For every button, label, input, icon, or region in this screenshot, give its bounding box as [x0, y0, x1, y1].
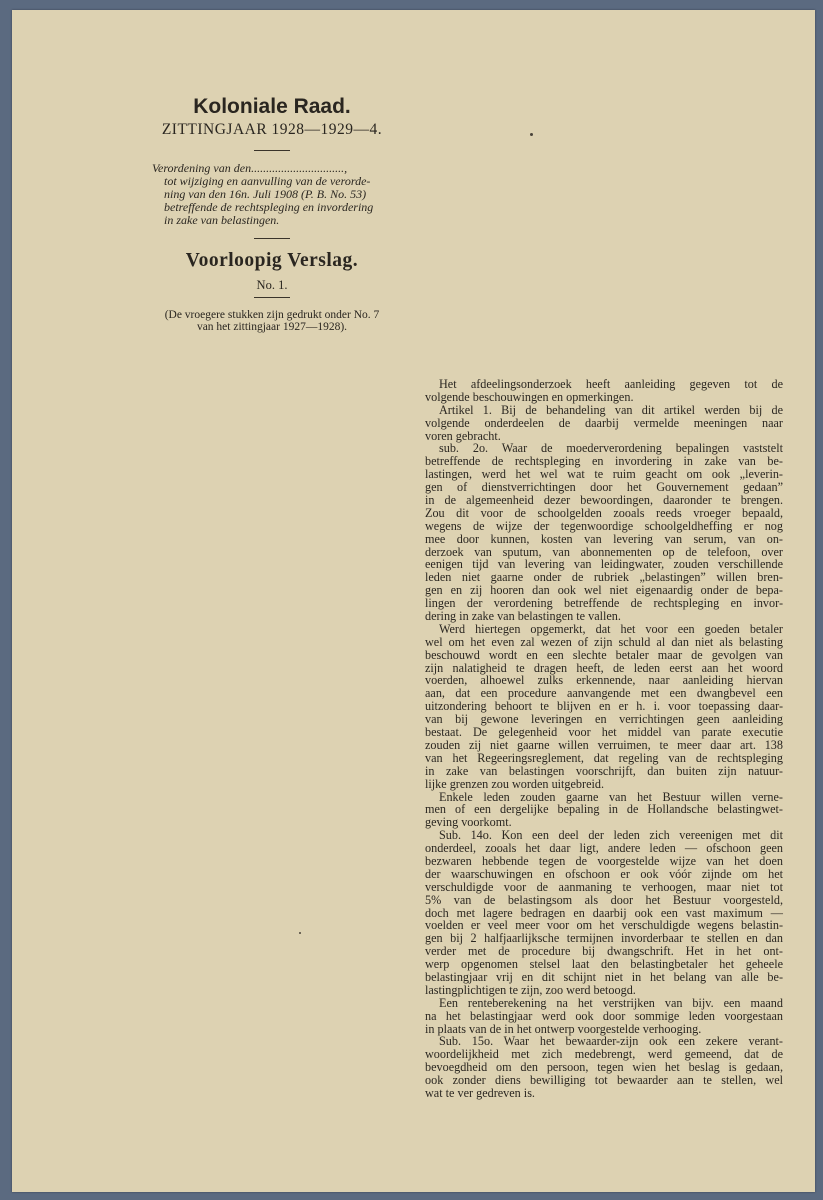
body-line: in plaats van de in het ontwerp voorgestelde verhooging.	[425, 1021, 702, 1036]
report-title: Voorloopig Verslag.	[185, 250, 359, 271]
ordinance-line: tot wijziging en aanvulling van de verorde-	[164, 174, 371, 188]
divider	[254, 297, 290, 298]
body-line: gen bij 2 halfjaarlijksche termijnen invorderbaar te stellen en dan	[425, 931, 783, 946]
speck	[299, 932, 301, 934]
body-line: gen of dienstverrichtingen door het Gouvernement gedaan”	[425, 480, 783, 495]
ordinance-line: in zake van belastingen.	[164, 213, 280, 227]
body-line: uitzondering behoort te blijven en er h. i. voor toepassing daar-	[425, 699, 783, 714]
body-line: Artikel 1. Bij de behandeling van dit artikel werden bij de	[439, 402, 783, 417]
note-line: (De vroegere stukken zijn gedrukt onder No. 7	[164, 309, 380, 321]
ordinance-line: ning van den 16n. Juli 1908 (P. B. No. 53)	[164, 187, 367, 201]
body-line: derzoek van sputum, van abonnementen op de telefoon, over	[425, 544, 783, 559]
body-line: werp opgenomen stelsel laat den belastingbetaler het geheele	[425, 957, 783, 972]
ordinance-description	[142, 162, 390, 227]
body-line: Sub. 14o. Kon een deel der leden zich vereenigen met dit	[439, 828, 783, 843]
body-line: voerden, alhoewel zulks erkennende, naar aanleiding hiervan	[425, 673, 783, 688]
body-line: geving voorkomt.	[425, 815, 512, 830]
body-line: volgende onderdeelen de daarbij vermelde meeningen naar	[425, 415, 783, 430]
speck	[530, 133, 533, 136]
body-line: van het Regeeringsreglement, dat regeling van de rechtspleging	[425, 750, 783, 765]
document-header	[142, 95, 402, 333]
divider	[254, 150, 290, 151]
body-line: der waarschuwingen en ofschoon er ook vóór zijnde om het	[425, 866, 783, 881]
body-line: woordelijkheid met zich medebrengt, werd gemeend, dat de	[425, 1047, 783, 1062]
body-line: ook zonder diens bewilliging tot bewaarder aan te stellen, wel	[425, 1073, 783, 1088]
body-line: van bij gewone leveringen en verrichtingen geen aanleiding	[425, 712, 783, 727]
report-body	[425, 378, 783, 1100]
body-line: lastingen, werd het wel wat te ruim geacht om ook „leverin-	[425, 467, 783, 482]
body-line: wegens de wijze der tegenwoordige schoolgeldheffing er nog	[425, 518, 783, 533]
body-line: in zake van belastingen voorschrijft, dan buiten zijn natuur-	[425, 763, 783, 778]
body-line: doch met lagere bedragen en daarbij ook een vast maximum —	[425, 905, 783, 920]
divider	[254, 238, 290, 239]
body-line: aan, dat een procedure aanvangende met een dwangbevel een	[425, 686, 783, 701]
body-line: verder met de procedure bij dwangschrift. Het in het ont-	[425, 944, 783, 959]
body-line: eenigen tijd van levering van leidingwater, zouden verschillende	[425, 557, 783, 572]
body-line: men of een dergelijke bepaling in de Hollandsche belastingwet-	[425, 802, 783, 817]
body-line: in de algemeenheid dezer bewoordingen, daaronder te brengen.	[425, 493, 783, 508]
body-line: wel om het even zal wezen of zijn schuld al dan niet als belasting	[425, 634, 783, 649]
body-line: bezwaren hebbende tegen de voorgestelde wijze van het doen	[425, 853, 783, 868]
body-line: betreffende de rechtspleging en invordering in zake van be-	[425, 454, 783, 469]
body-line: bestaat. De gelegenheid voor het middel van parate executie	[425, 725, 783, 740]
body-line: gen en zij hooren dan ook wel niet eigenaardig onder de bepa-	[425, 583, 783, 598]
body-line: 5% van de belastingsom als door het Bestuur voorgesteld,	[425, 892, 783, 907]
body-line: dering in zake van belastingen te vallen.	[425, 609, 621, 624]
body-line: leden niet gaarne onder de rubriek „belastingen” willen bren-	[425, 570, 783, 585]
body-line: wat te ver gedreven is.	[425, 1085, 535, 1100]
body-line: Zou dit voor de schoolgelden zooals reeds vroeger bepaald,	[425, 505, 783, 520]
body-line: Het afdeelingsonderzoek heeft aanleiding gegeven tot de	[439, 377, 783, 391]
body-line: bevoegdheid om den persoon, tegen wien het beslag is gedaan,	[425, 1060, 783, 1075]
body-line: onderdeel, zooals het daar ligt, andere leden — ofschoon geen	[425, 841, 783, 856]
body-line: sub. 2o. Waar de moederverordening bepalingen vaststelt	[439, 441, 783, 456]
ordinance-line: betreffende de rechtspleging en invordering	[164, 200, 374, 214]
body-line: belastingjaar vrij en dit schijnt niet in het belang van alle be-	[425, 969, 783, 984]
body-line: beschouwd wordt en een slechte betaler maar de gevolgen van	[425, 647, 783, 662]
body-line: volgende beschouwingen en opmerkingen.	[425, 389, 634, 404]
body-line: mee door kunnen, kosten van levering van serum, van on-	[425, 531, 783, 546]
body-line: Sub. 15o. Waar het bewaarder-zijn ook een zekere verant-	[439, 1034, 783, 1049]
body-line: lastingplichtigen te zijn, zoo werd betoogd.	[425, 982, 636, 997]
report-number: No. 1.	[256, 278, 288, 292]
body-line: lijke grenzen zou worden uitgebreid.	[425, 776, 605, 791]
body-line: zouden zij niet gaarne willen verruimen, te meer daar art. 138	[425, 737, 783, 752]
note-line: van het zittingjaar 1927—1928).	[196, 321, 348, 333]
body-line: lingen der verordening betreffende de rechtspleging en invor-	[425, 596, 783, 611]
ordinance-line: Verordening van den...............................,	[152, 161, 348, 175]
council-title: Koloniale Raad.	[193, 95, 351, 118]
body-line: voren gebracht.	[425, 428, 501, 443]
session-year: ZITTINGJAAR 1928—1929—4.	[161, 121, 383, 138]
body-line: zijn nalatigheid te dragen heeft, de leden eerst aan het woord	[425, 660, 783, 675]
body-line: na het belastingjaar werd ook door sommige leden voorgestaan	[425, 1008, 783, 1023]
body-line: voelden er veel meer voor om het verschuldigde wegens belastin-	[425, 918, 783, 933]
document-page	[12, 10, 815, 1192]
body-line: Een renteberekening na het verstrijken van bijv. een maand	[439, 995, 783, 1010]
body-line: verschuldigde voor de aanmaning te verhoogen, maar niet tot	[425, 879, 783, 894]
body-line: Werd hiertegen opgemerkt, dat het voor een goeden betaler	[439, 621, 783, 636]
reference-note	[142, 309, 402, 333]
body-line: Enkele leden zouden gaarne van het Bestuur willen verne-	[439, 789, 783, 804]
